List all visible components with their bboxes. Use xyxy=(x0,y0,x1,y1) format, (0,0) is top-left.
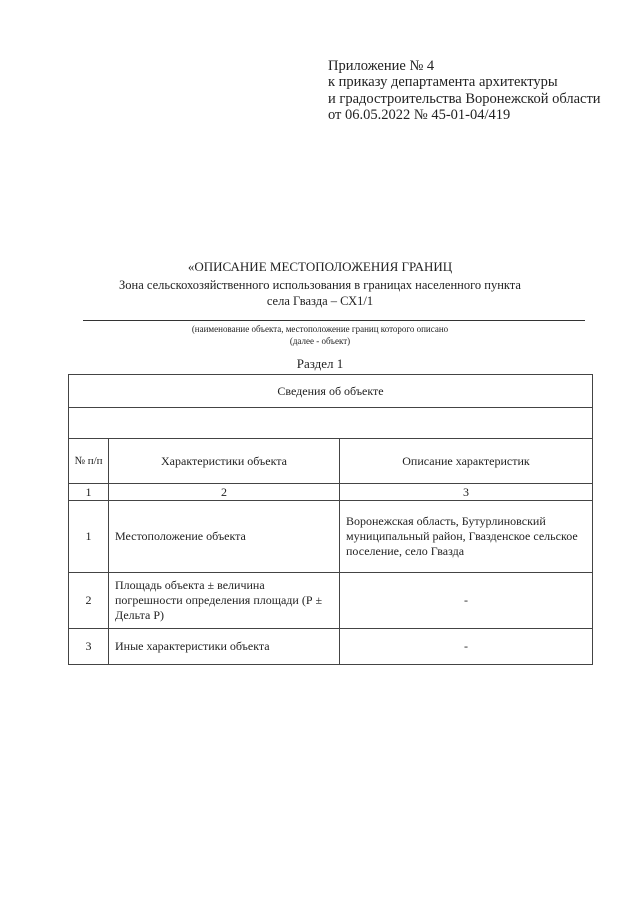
row-number: 2 xyxy=(69,573,109,629)
header-line: и градостроительства Воронежской области xyxy=(328,90,601,107)
row-desc: - xyxy=(340,573,593,629)
subtitle-line: села Гвазда – СХ1/1 xyxy=(266,294,374,308)
row-desc: Воронежская область, Бутурлиновский муниципальный район, Гвазденское сельское поселение, село Гвазда xyxy=(340,501,593,573)
note-line: (далее - объект) xyxy=(289,336,351,346)
row-name: Иные характеристики объекта xyxy=(109,629,340,665)
row-name: Площадь объекта ± величина погрешности определения площади (Р ± Дельта Р) xyxy=(109,573,340,629)
row-number: 1 xyxy=(69,501,109,573)
header-line: к приказу департамента архитектуры xyxy=(328,74,558,91)
col-number: 3 xyxy=(340,484,593,501)
row-number: 3 xyxy=(69,629,109,665)
table-caption: Сведения об объекте xyxy=(69,375,593,408)
col-number: 2 xyxy=(109,484,340,501)
row-name: Местоположение объекта xyxy=(109,501,340,573)
header-cell: Описание характеристик xyxy=(340,439,593,484)
table-row xyxy=(69,501,593,573)
note-line: (наименование объекта, местоположение границ которого описано xyxy=(191,324,449,334)
header-line: Приложение № 4 xyxy=(328,58,435,74)
col-number: 1 xyxy=(69,484,109,501)
object-info-table xyxy=(68,374,593,665)
table-row xyxy=(69,629,593,665)
row-desc: - xyxy=(340,629,593,665)
appendix-header xyxy=(328,58,601,124)
empty-row xyxy=(69,408,593,439)
header-cell: Характеристики объекта xyxy=(109,439,340,484)
header-line: от 06.05.2022 № 45-01-04/419 xyxy=(328,107,511,124)
section-title: Раздел 1 xyxy=(296,356,344,371)
header-cell: № п/п xyxy=(69,439,109,484)
table-row xyxy=(69,573,593,629)
subtitle-line: Зона сельскохозяйственного использования в границах населенного пункта xyxy=(119,278,521,292)
divider xyxy=(83,320,585,321)
document-subtitle xyxy=(0,277,640,309)
object-note xyxy=(0,323,640,347)
document-title: «ОПИСАНИЕ МЕСТОПОЛОЖЕНИЯ ГРАНИЦ xyxy=(187,259,453,274)
